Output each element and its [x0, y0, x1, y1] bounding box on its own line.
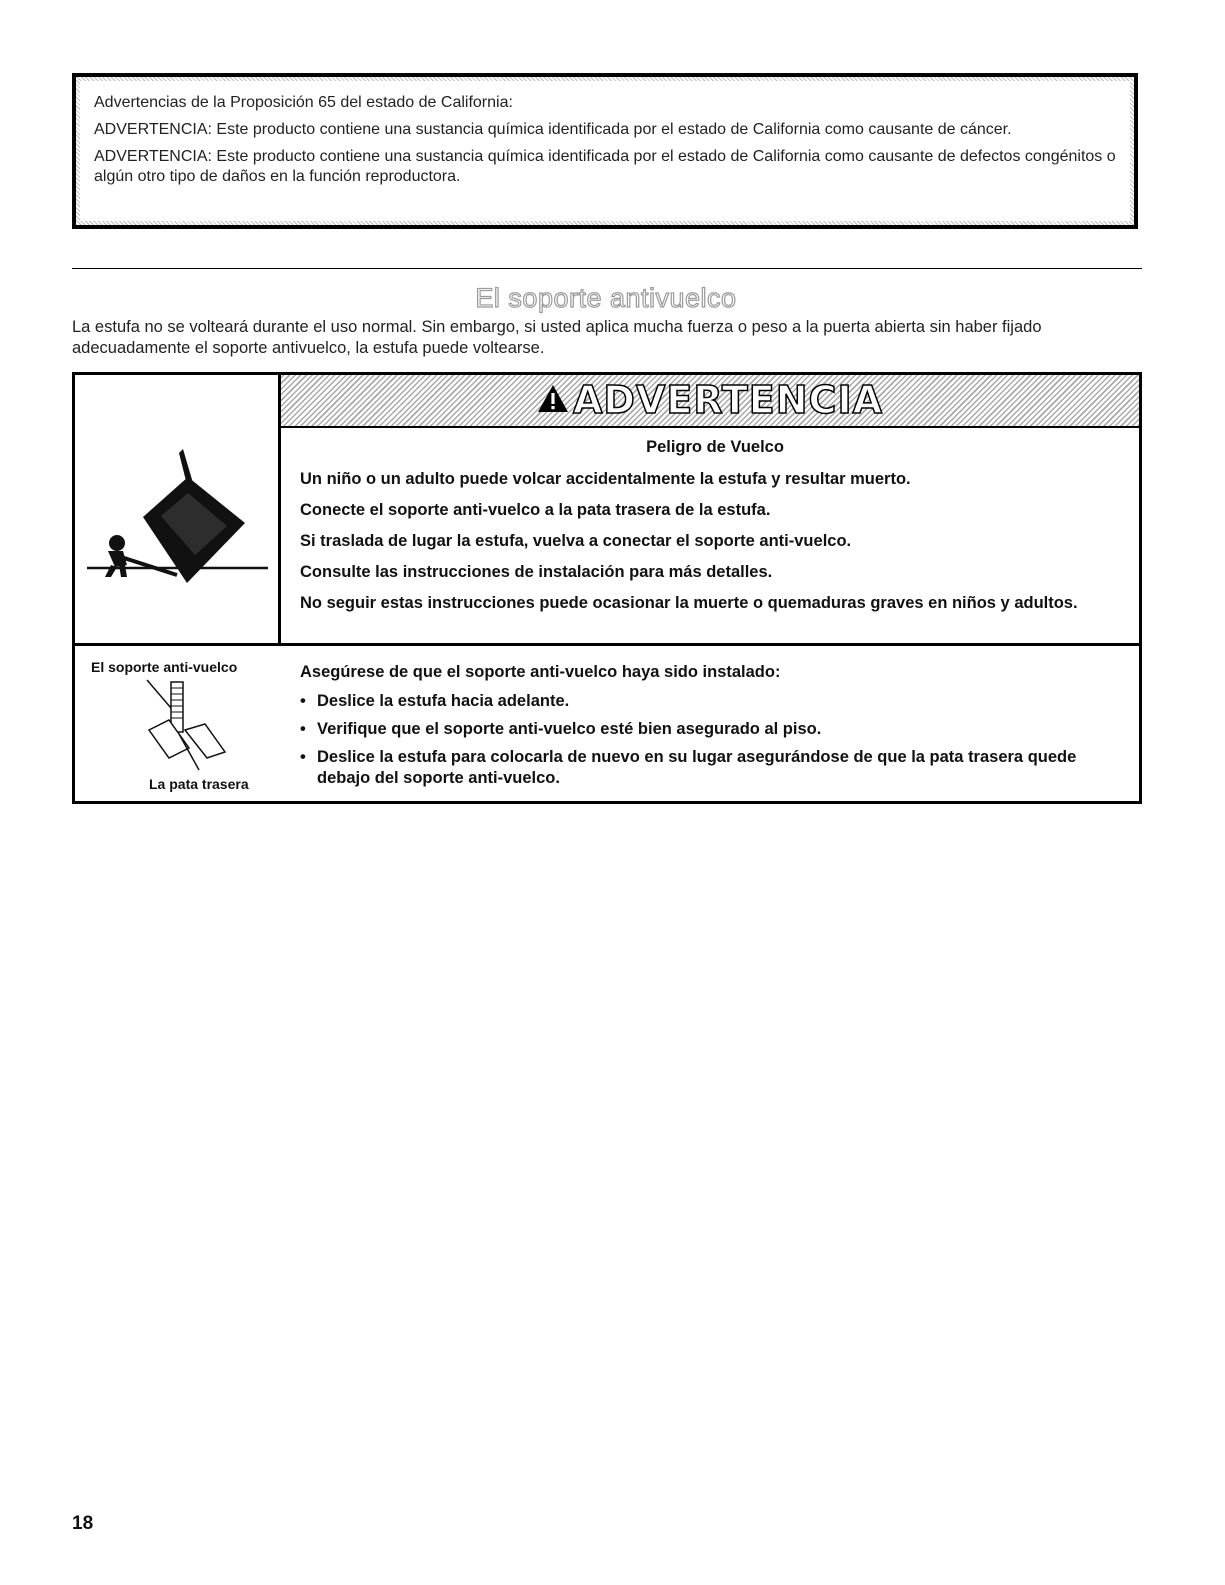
- tip-over-warning-box: [72, 372, 1142, 804]
- prop65-warning-reproductive: ADVERTENCIA: Este producto contiene una sustancia química identificada por el estado de California como causante de defectos congénitos o algún otro tipo de daños en la función reproductora.: [94, 148, 1116, 185]
- child-tipping-range-icon: [75, 375, 278, 643]
- signal-word-header: [281, 375, 1139, 428]
- prop65-heading: Advertencias de la Proposición 65 del estado de California:: [94, 94, 513, 111]
- bracket-label: El soporte anti-vuelco: [91, 659, 238, 675]
- tip-over-illustration: [75, 375, 281, 643]
- hazard-title: Peligro de Vuelco: [646, 438, 784, 456]
- prop65-content: [80, 81, 1130, 221]
- warning-line-3: Si traslada de lugar la estufa, vuelva a conectar el soporte anti-vuelco.: [300, 532, 852, 550]
- warning-line-2: Conecte el soporte anti-vuelco a la pata trasera de la estufa.: [300, 501, 771, 519]
- list-item: • Deslice la estufa hacia adelante.: [300, 691, 1120, 712]
- bracket-illustration: [75, 646, 278, 804]
- installation-check: [300, 662, 1120, 796]
- section-title: El soporte antivuelco: [475, 283, 737, 313]
- section-intro: La estufa no se volteará durante el uso normal. Sin embargo, si usted aplica mucha fuerza o peso a la puerta abierta sin haber fijado adecuadamente el soporte antivuelco, la estufa puede voltearse.: [72, 318, 1042, 357]
- check-lead: Asegúrese de que el soporte anti-vuelco haya sido instalado:: [300, 663, 781, 681]
- page-number: 18: [72, 1513, 94, 1534]
- list-item: • Verifique que el soporte anti-vuelco esté bien asegurado al piso.: [300, 719, 1120, 740]
- prop65-warning-cancer: ADVERTENCIA: Este producto contiene una sustancia química identificada por el estado de California como causante de cáncer.: [94, 121, 1012, 138]
- warning-triangle-icon: [537, 384, 569, 413]
- check-list: [300, 691, 1120, 789]
- list-item: • Deslice la estufa para colocarla de nuevo en su lugar asegurándose de que la pata trasera quede debajo del soporte anti-vuelco.: [300, 747, 1120, 789]
- rear-leg-label: La pata trasera: [149, 776, 249, 792]
- warning-line-5: No seguir estas instrucciones puede ocasionar la muerte o quemaduras graves en niños y adultos.: [300, 594, 1078, 612]
- warning-message: [300, 437, 1130, 624]
- prop65-warning-box: [72, 73, 1138, 229]
- signal-word: ADVERTENCIA: [573, 378, 883, 422]
- section-divider: [72, 268, 1142, 269]
- warning-line-4: Consulte las instrucciones de instalación para más detalles.: [300, 563, 773, 581]
- warning-line-1: Un niño o un adulto puede volcar accidentalmente la estufa y resultar muerto.: [300, 470, 911, 488]
